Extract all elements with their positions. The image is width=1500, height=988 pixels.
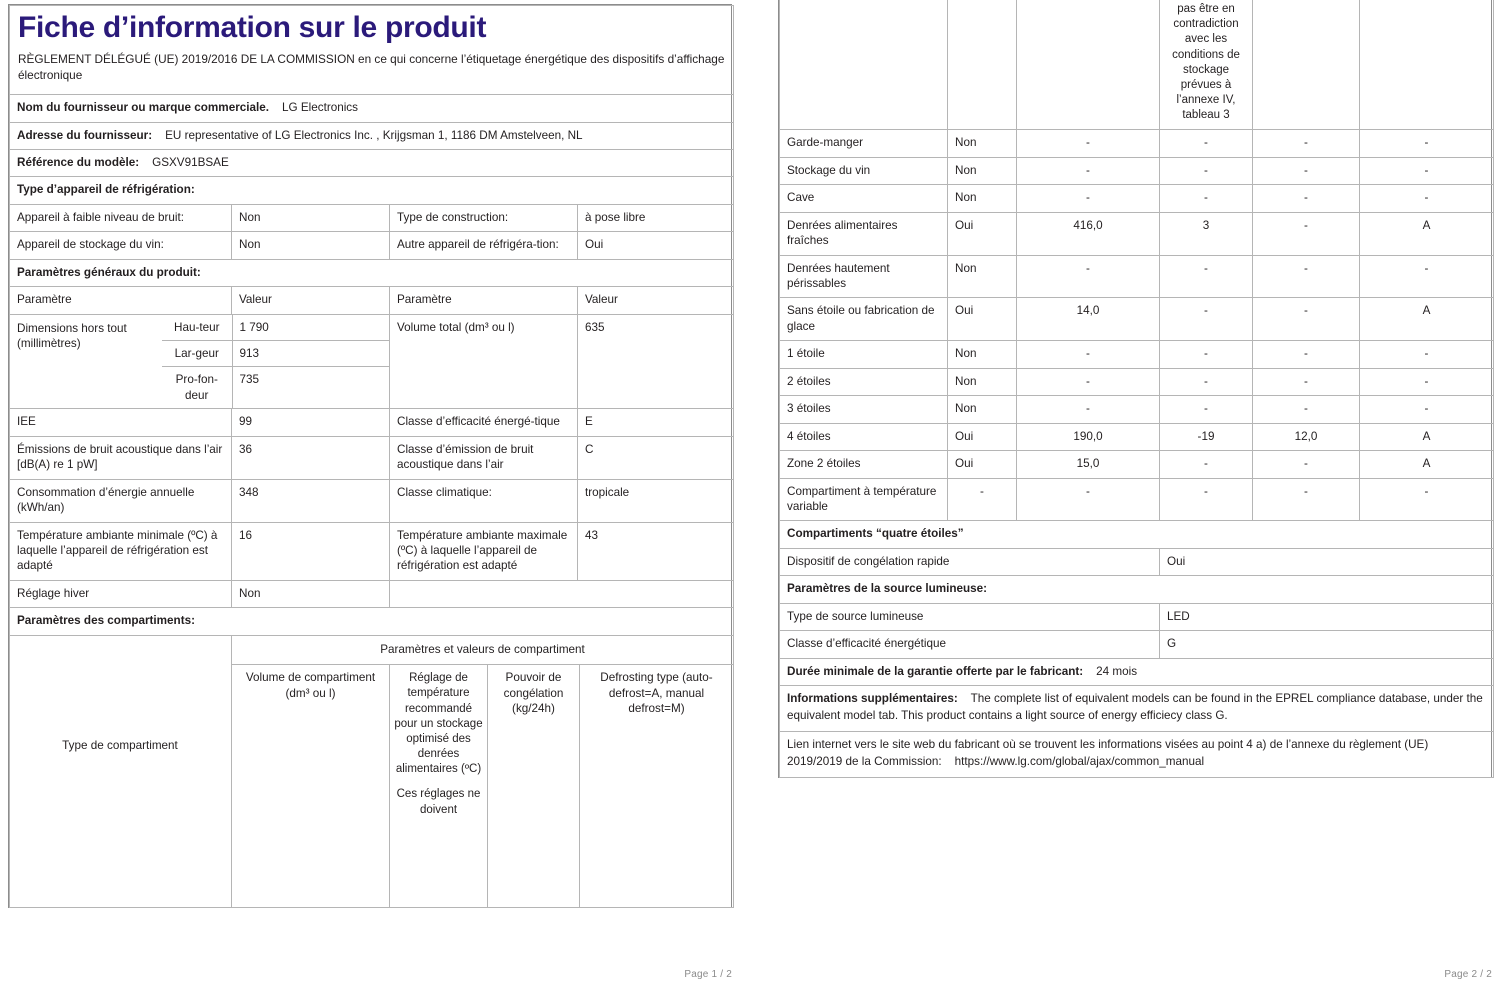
compartment-present: Non: [948, 396, 1017, 423]
energy-consumption-row: [10, 479, 734, 522]
page-2-compartment-table-wrap: [778, 0, 1492, 778]
compartment-type: 2 étoiles: [780, 368, 948, 395]
compartment-defrost: -: [1360, 341, 1494, 368]
compartment-defrost: A: [1360, 423, 1494, 450]
compartment-defrost: -: [1360, 185, 1494, 212]
energy-class-value: E: [578, 409, 734, 436]
supplier-name-label: Nom du fournisseur ou marque commerciale.: [17, 101, 269, 115]
page-title: Fiche d’information sur le produit: [18, 11, 487, 44]
dimension-depth-label: Pro-fon-deur: [162, 367, 232, 408]
table-row: [780, 451, 1494, 478]
min-ambient-temp-label: Température ambiante minimale (ºC) à laquelle l’appareil de réfrigération est adapté: [10, 522, 232, 580]
product-fiche-table-page1: [9, 5, 734, 636]
compartment-type: Denrées hautement périssables: [780, 255, 948, 298]
dimension-depth-value: 735: [239, 373, 260, 387]
title-row: [10, 6, 734, 95]
iee-row: [10, 409, 734, 436]
compartment-freezing: -: [1253, 368, 1360, 395]
winter-setting-value: Non: [232, 580, 390, 607]
warranty-label: Durée minimale de la garantie offerte par le fabricant:: [787, 664, 1084, 678]
compartment-volume: -: [1017, 255, 1160, 298]
compartment-volume: -: [1017, 130, 1160, 157]
energy-class-label: Classe d’efficacité énergé-tique: [390, 409, 578, 436]
compartment-freezing: -: [1253, 451, 1360, 478]
table-row: [780, 255, 1494, 298]
wine-storage-value: Non: [232, 232, 390, 259]
model-value: GSXV91BSAE: [152, 155, 229, 169]
compartment-temperature: 3: [1160, 212, 1253, 255]
compartment-defrost: -: [1360, 396, 1494, 423]
appliance-type-row: [10, 204, 734, 231]
compartment-defrost: A: [1360, 451, 1494, 478]
winter-setting-row: [10, 580, 734, 607]
fast-freeze-row: [780, 548, 1494, 575]
compartment-type: 3 étoiles: [780, 396, 948, 423]
col-header-defrosting-type: Defrosting type (auto-defrost=A, manual defrost=M): [580, 665, 734, 908]
noise-class-value: C: [578, 436, 734, 479]
climate-class-label: Classe climatique:: [390, 479, 578, 522]
general-params-header-row: [10, 259, 734, 286]
temp-col-main-text: Réglage de température recommandé pour un stockage optimisé des denrées alimentaires (ºC): [394, 672, 483, 776]
light-source-class-value: G: [1160, 631, 1494, 658]
table-row: [780, 341, 1494, 368]
total-volume-value: 635: [578, 314, 734, 409]
compartment-temperature: -: [1160, 478, 1253, 521]
supplier-name-row: [10, 95, 734, 122]
fast-freeze-value: Oui: [1160, 548, 1494, 575]
ambient-temperature-row: [10, 522, 734, 580]
continuation-spacer-defrost: [1360, 0, 1494, 130]
noise-emission-value: 36: [232, 436, 390, 479]
table-row: [780, 157, 1494, 184]
compartment-present: Non: [948, 185, 1017, 212]
regulation-text: RÈGLEMENT DÉLÉGUÉ (UE) 2019/2016 DE LA COMMISSION en ce qui concerne l’étiquetage énergétique des dispositifs d’affichage électronique: [18, 51, 725, 83]
additional-info-label: Informations supplémentaires:: [787, 692, 958, 705]
compartment-temperature: -: [1160, 185, 1253, 212]
warranty-row: [780, 658, 1494, 685]
compartment-header-continuation-row: [780, 0, 1494, 130]
compartment-temperature: -: [1160, 130, 1253, 157]
compartment-temperature: -: [1160, 451, 1253, 478]
compartment-params-section-header: Paramètres des compartiments:: [10, 608, 734, 635]
web-link-row: [780, 731, 1494, 777]
compartment-present: Oui: [948, 298, 1017, 341]
compartment-freezing: -: [1253, 185, 1360, 212]
light-source-section-header: Paramètres de la source lumineuse:: [780, 576, 1494, 603]
web-link-cell: [780, 731, 1494, 777]
additional-info-row: [780, 686, 1494, 732]
total-volume-label: Volume total (dm³ ou l): [390, 314, 578, 409]
table-row: [780, 212, 1494, 255]
compartment-freezing: -: [1253, 478, 1360, 521]
compartment-volume: 15,0: [1017, 451, 1160, 478]
general-params-section-header: Paramètres généraux du produit:: [10, 259, 734, 286]
iee-value: 99: [232, 409, 390, 436]
climate-class-value: tropicale: [578, 479, 734, 522]
max-ambient-temp-label: Température ambiante maximale (ºC) à laquelle l’appareil de réfrigération est adapté: [390, 522, 578, 580]
col-header-freezing-capacity: Pouvoir de congélation (kg/24h): [488, 665, 580, 908]
compartment-freezing: -: [1253, 298, 1360, 341]
compartment-volume: -: [1017, 368, 1160, 395]
fast-freeze-label: Dispositif de congélation rapide: [780, 548, 1160, 575]
col-header-param-2: Paramètre: [390, 287, 578, 314]
dimensions-label: Dimensions hors tout (millimètres): [17, 321, 127, 351]
col-header-value-2: Valeur: [578, 287, 734, 314]
appliance-type-row: [10, 232, 734, 259]
compartment-defrost: -: [1360, 157, 1494, 184]
compartment-freezing: -: [1253, 130, 1360, 157]
col-header-recommended-temperature: [390, 665, 488, 908]
compartment-freezing: -: [1253, 212, 1360, 255]
compartment-volume: 14,0: [1017, 298, 1160, 341]
page-1-table: [8, 4, 732, 908]
compartment-defrost: A: [1360, 298, 1494, 341]
iee-label: IEE: [10, 409, 232, 436]
compartment-present: -: [948, 478, 1017, 521]
table-row: [780, 423, 1494, 450]
other-appliance-label: Autre appareil de réfrigéra-tion:: [390, 232, 578, 259]
warranty-cell: [780, 658, 1494, 685]
compartment-defrost: -: [1360, 130, 1494, 157]
annual-energy-value: 348: [232, 479, 390, 522]
col-header-value-1: Valeur: [232, 287, 390, 314]
table-row: [780, 368, 1494, 395]
col-header-compartment-type: Type de compartiment: [62, 738, 178, 752]
page-1: [0, 0, 740, 988]
compartment-defrost: -: [1360, 478, 1494, 521]
compartment-temperature: -: [1160, 396, 1253, 423]
compartment-volume: -: [1017, 157, 1160, 184]
compartment-volume: -: [1017, 396, 1160, 423]
dimension-width-value: 913: [232, 341, 389, 367]
four-star-header-row: [780, 521, 1494, 548]
compartment-type: Stockage du vin: [780, 157, 948, 184]
compartment-table-page2: [779, 0, 1494, 778]
compartment-freezing: -: [1253, 157, 1360, 184]
wine-storage-label: Appareil de stockage du vin:: [10, 232, 232, 259]
continuation-spacer-volume: [1017, 0, 1160, 130]
temp-col-note-continued: pas être en contradiction avec les conditions de stockage prévues à l’annexe IV, tableau 3: [1160, 0, 1253, 130]
warranty-value: 24 mois: [1096, 664, 1138, 678]
light-source-header-row: [780, 576, 1494, 603]
noise-row: [10, 436, 734, 479]
compartment-volume: -: [1017, 341, 1160, 368]
compartment-present: Non: [948, 130, 1017, 157]
noise-class-label: Classe d’émission de bruit acoustique dans l’air: [390, 436, 578, 479]
temp-col-note-text: Ces réglages ne doivent: [396, 788, 481, 816]
model-reference-row: [10, 149, 734, 176]
compartment-group-header-row: [10, 636, 734, 665]
compartment-temperature: -: [1160, 298, 1253, 341]
compartment-present: Non: [948, 157, 1017, 184]
web-link-text: Lien internet vers le site web du fabricant où se trouvent les informations visées au point 4 a) de l’annexe du règlement (UE) 2019/2019 de la Commission:: [787, 737, 1429, 768]
dimension-width-label: Lar-geur: [162, 341, 232, 367]
compartment-volume: -: [1017, 478, 1160, 521]
light-source-type-row: [780, 603, 1494, 630]
construction-type-label: Type de construction:: [390, 204, 578, 231]
compartment-type: 4 étoiles: [780, 423, 948, 450]
table-row: [780, 396, 1494, 423]
four-star-section-header: Compartiments “quatre étoiles”: [780, 521, 1494, 548]
compartment-freezing: -: [1253, 341, 1360, 368]
compartment-temperature: -: [1160, 255, 1253, 298]
light-source-type-label: Type de source lumineuse: [780, 603, 1160, 630]
table-row: [780, 478, 1494, 521]
construction-type-value: à pose libre: [578, 204, 734, 231]
compartment-freezing: -: [1253, 396, 1360, 423]
supplier-name-value: LG Electronics: [282, 101, 358, 115]
compartment-type: Compartiment à température variable: [780, 478, 948, 521]
table-row: [780, 130, 1494, 157]
annual-energy-label: Consommation d’énergie annuelle (kWh/an): [10, 479, 232, 522]
max-ambient-temp-value: 43: [578, 522, 734, 580]
compartment-type: Zone 2 étoiles: [780, 451, 948, 478]
manufacturer-website-url[interactable]: https://www.lg.com/global/ajax/common_manual: [954, 754, 1205, 768]
other-appliance-value: Oui: [578, 232, 734, 259]
compartment-defrost: -: [1360, 368, 1494, 395]
table-row: [780, 185, 1494, 212]
compartment-freezing: 12,0: [1253, 423, 1360, 450]
compartment-present: Non: [948, 368, 1017, 395]
col-header-param-1: Paramètre: [10, 287, 232, 314]
winter-setting-empty: [390, 580, 734, 607]
compartment-present: Non: [948, 255, 1017, 298]
compartment-freezing: -: [1253, 255, 1360, 298]
continuation-spacer-freeze: [1253, 0, 1360, 130]
compartment-present: Non: [948, 341, 1017, 368]
compartment-type-col-spacer: [10, 636, 232, 908]
compartment-params-header-row: [10, 608, 734, 635]
dimensions-row: [10, 314, 734, 409]
supplier-address-row: [10, 122, 734, 149]
additional-info-cell: [780, 686, 1494, 732]
light-source-class-label: Classe d’efficacité énergétique: [780, 631, 1160, 658]
compartment-volume: 416,0: [1017, 212, 1160, 255]
winter-setting-label: Réglage hiver: [10, 580, 232, 607]
supplier-address-label: Adresse du fournisseur:: [17, 128, 153, 142]
compartment-present: Oui: [948, 423, 1017, 450]
light-source-class-row: [780, 631, 1494, 658]
continuation-spacer-present: [948, 0, 1017, 130]
appliance-type-section-header: Type d’appareil de réfrigération:: [10, 177, 734, 204]
compartment-present: Oui: [948, 451, 1017, 478]
compartment-type: 1 étoile: [780, 341, 948, 368]
compartment-present: Oui: [948, 212, 1017, 255]
compartment-type: Garde-manger: [780, 130, 948, 157]
dimension-height-value: 1 790: [232, 315, 389, 341]
low-noise-label: Appareil à faible niveau de bruit:: [10, 204, 232, 231]
compartment-temperature: -: [1160, 157, 1253, 184]
compartment-temperature: -: [1160, 341, 1253, 368]
compartment-type: Sans étoile ou fabrication de glace: [780, 298, 948, 341]
appliance-type-header-row: [10, 177, 734, 204]
compartment-group-header: Paramètres et valeurs de compartiment: [232, 636, 734, 665]
page-2: [770, 0, 1500, 988]
table-row: [780, 298, 1494, 341]
compartment-type: Denrées alimentaires fraîches: [780, 212, 948, 255]
min-ambient-temp-value: 16: [232, 522, 390, 580]
compartment-temperature: -19: [1160, 423, 1253, 450]
compartment-type: Cave: [780, 185, 948, 212]
light-source-type-value: LED: [1160, 603, 1494, 630]
noise-emission-label: Émissions de bruit acoustique dans l’air [dB(A) re 1 pW]: [10, 436, 232, 479]
continuation-spacer-type: [780, 0, 948, 130]
compartment-temperature: -: [1160, 368, 1253, 395]
page-1-footer: Page 1 / 2: [684, 969, 732, 980]
compartment-volume: 190,0: [1017, 423, 1160, 450]
model-label: Référence du modèle:: [17, 155, 140, 169]
low-noise-value: Non: [232, 204, 390, 231]
supplier-address-value: EU representative of LG Electronics Inc. , Krijgsman 1, 1186 DM Amstelveen, NL: [165, 128, 583, 142]
compartment-defrost: A: [1360, 212, 1494, 255]
dimension-height-label: Hau-teur: [162, 315, 232, 341]
additional-info-value: The complete list of equivalent models can be found in the EPREL compliance database, under the equivalent model tab. This product contains a light source of energy efficiecy class G.: [787, 692, 1483, 722]
col-header-compartment-volume: Volume de compartiment (dm³ ou l): [232, 665, 390, 908]
compartment-defrost: -: [1360, 255, 1494, 298]
general-params-column-headers: [10, 287, 734, 314]
compartment-volume: -: [1017, 185, 1160, 212]
compartment-header-table: [9, 636, 734, 908]
page-2-footer: Page 2 / 2: [1444, 969, 1492, 980]
